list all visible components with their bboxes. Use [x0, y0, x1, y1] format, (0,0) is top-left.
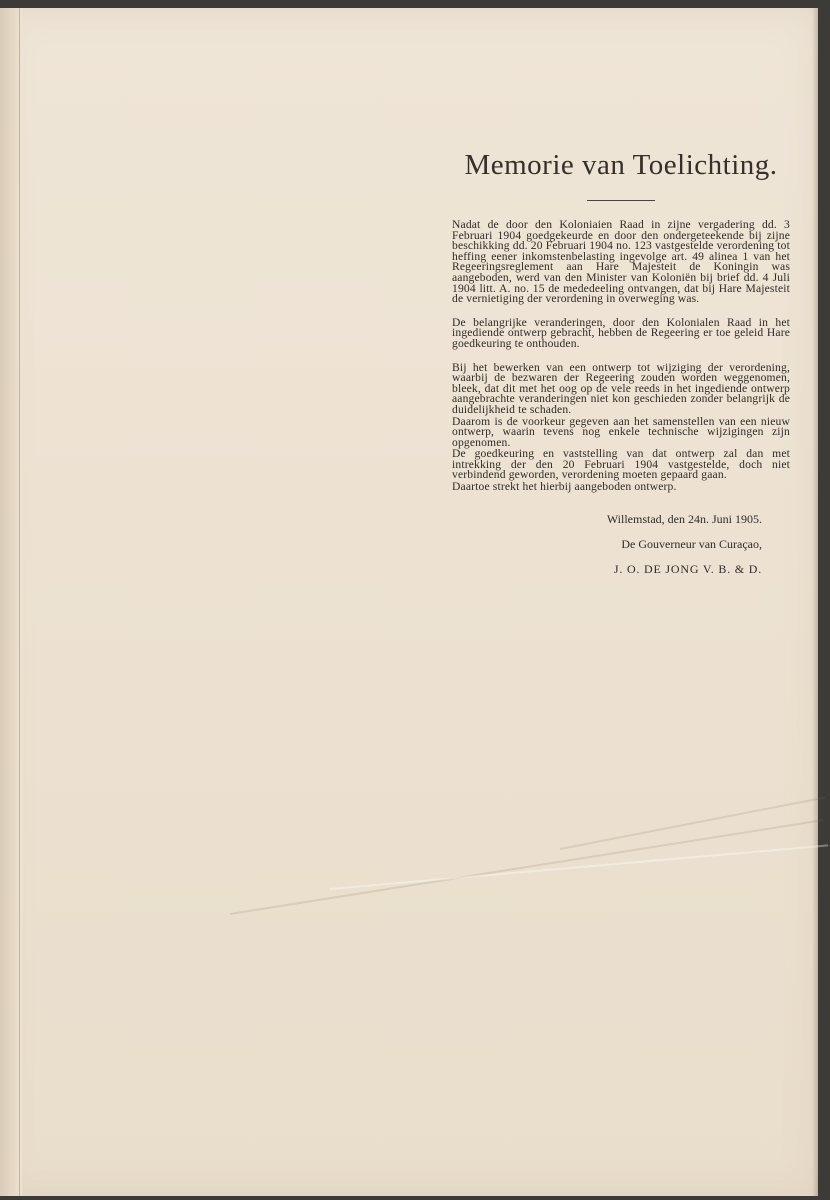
document-title: Memorie van Toelichting. — [464, 149, 778, 181]
memorandum-text-block — [452, 148, 790, 582]
paper-right-edge — [812, 8, 818, 1196]
signature-role: De Gouverneur van Curaçao, — [621, 536, 762, 551]
paragraph-2: De belangrijke veranderingen, door den Kolonialen Raad in het ingediende ontwerp gebracht, hebben de Regeering er toe geleid Hare goedkeuring te onthouden. — [452, 315, 790, 350]
binding-fold-line — [19, 8, 20, 1196]
signature-name: J. O. DE JONG V. B. & D. — [613, 561, 762, 576]
paragraph-6: Daartoe strekt het hierbij aangeboden ontwerp. — [452, 480, 677, 494]
paragraph-3: Bij het bewerken van een ontwerp tot wijziging der verordening, waarbij de bezwaren der Regeering zouden worden weggenomen, bleek, dat dit met het oog op de vele reeds in het ingediende ontwerp aangebrachte veranderingen niet kon geschieden zonder belangrijk de duidelijkheid te schaden. — [452, 360, 790, 416]
paragraph-5: De goedkeuring en vaststelling van dat ontwerp zal dan met intrekking der den 20 Februari 1904 vastgestelde, doch niet verbindend geworden, verordening moeten gepaard gaan. — [452, 447, 790, 482]
paper-crease — [230, 819, 823, 915]
title-divider — [587, 200, 655, 202]
paragraph-4: Daarom is de voorkeur gegeven aan het samenstellen van een nieuw ontwerp, waarin tevens nog enkele technische wijzigingen zijn opgenomen. — [452, 414, 790, 449]
paper-sheet — [0, 8, 818, 1196]
signature-place-date: Willemstad, den 24n. Juni 1905. — [606, 511, 762, 526]
paragraph-1: Nadat de door den Koloniaien Raad in zijne vergadering dd. 3 Februari 1904 goedgekeurde en door den ondergeteekende bij zijne beschikking dd. 20 Februari 1904 no. 123 vastgestelde verordening tot heffing eener inkomstenbelasting ingevolge art. 49 alinea 1 van het Regeeringsreglement aan Hare Majesteit de Koningin was aangeboden, werd van den Minister van Koloniën bij brief dd. 4 Juli 1904 litt. A. no. 15 de mededeeling ontvangen, dat bij Hare Majesteit de vernietiging der verordening in overweging was. — [452, 218, 790, 306]
paper-crease-highlight — [330, 844, 828, 890]
signature-block — [452, 507, 790, 582]
paper-crease — [560, 796, 825, 849]
